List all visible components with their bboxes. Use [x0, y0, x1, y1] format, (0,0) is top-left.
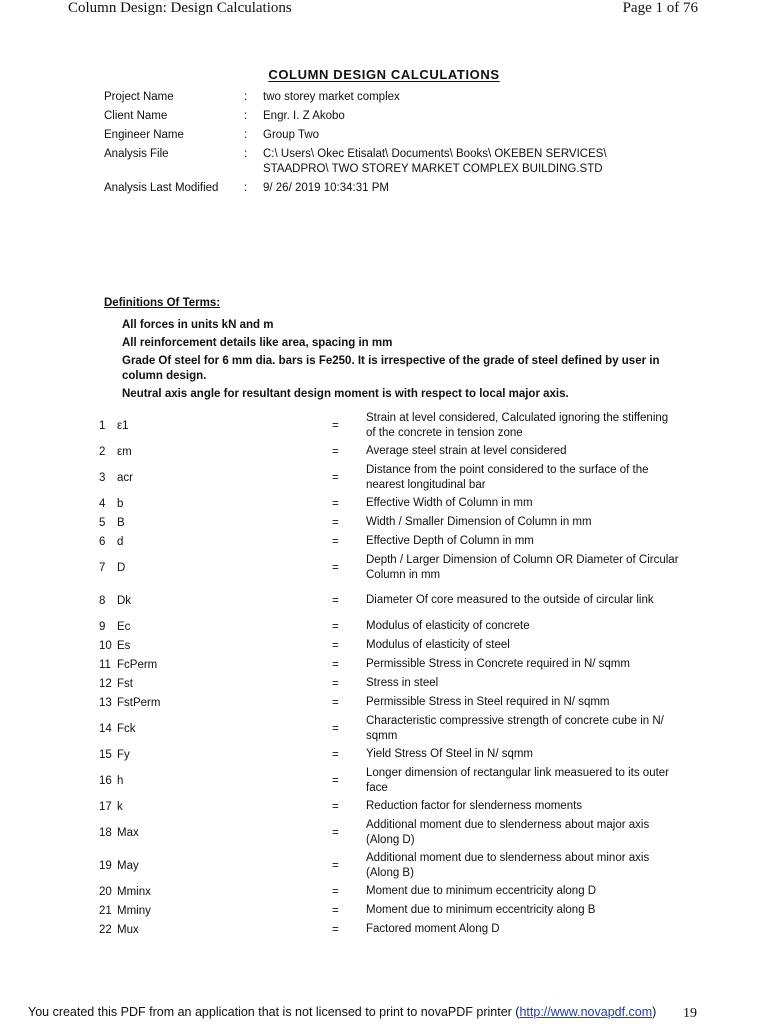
term-number: 12 [99, 677, 112, 690]
project-info-value: 9/ 26/ 2019 10:34:31 PM [263, 182, 389, 194]
term-symbol: FcPerm [117, 658, 158, 671]
term-description: Longer dimension of rectangular link measuered to its outer face [366, 767, 670, 794]
term-description: Additional moment due to slenderness about minor axis (Along B) [366, 852, 650, 879]
term-description: Permissible Stress in Steel required in N/ sqmm [366, 696, 610, 709]
term-row [99, 882, 679, 901]
term-description: Additional moment due to slenderness about major axis (Along D) [366, 819, 650, 846]
equals-sign: = [332, 497, 339, 510]
equals-sign: = [332, 561, 339, 574]
colon-separator: : [244, 148, 248, 160]
term-symbol: FstPerm [117, 696, 161, 709]
note-item: All reinforcement details like area, spacing in mm [122, 337, 393, 349]
term-description: Diameter Of core measured to the outside of circular link [366, 594, 654, 607]
term-row [99, 816, 679, 849]
term-description: Distance from the point considered to the surface of the nearest longitudinal bar [366, 464, 649, 491]
term-symbol: May [117, 859, 139, 872]
term-symbol: Mux [117, 923, 139, 936]
term-description: Effective Width of Column in mm [366, 497, 533, 510]
term-symbol: Fst [117, 677, 133, 690]
equals-sign: = [332, 923, 339, 936]
equals-sign: = [332, 658, 339, 671]
term-symbol: acr [117, 471, 133, 484]
term-number: 20 [99, 885, 112, 898]
page-indicator: Page 1 of 76 [622, 0, 698, 16]
term-number: 6 [99, 535, 106, 548]
term-number: 15 [99, 748, 112, 761]
term-row [99, 901, 679, 920]
colon-separator: : [244, 110, 248, 122]
term-number: 11 [99, 658, 111, 671]
page-title: COLUMN DESIGN CALCULATIONS [268, 67, 500, 82]
term-symbol: d [117, 535, 124, 548]
term-description: Yield Stress Of Steel in N/ sqmm [366, 748, 534, 761]
term-symbol: b [117, 497, 124, 510]
equals-sign: = [332, 535, 339, 548]
term-number: 13 [99, 696, 112, 709]
equals-sign: = [332, 774, 339, 787]
equals-sign: = [332, 516, 339, 529]
terms-list [99, 409, 679, 939]
project-info-label: Client Name [104, 110, 168, 122]
term-row [99, 532, 679, 551]
term-symbol: Max [117, 826, 139, 839]
project-info-label: Engineer Name [104, 129, 184, 141]
term-description: Factored moment Along D [366, 923, 500, 936]
term-symbol: k [117, 800, 123, 813]
term-symbol: h [117, 774, 124, 787]
term-description: Width / Smaller Dimension of Column in mm [366, 516, 592, 529]
term-number: 10 [99, 639, 112, 652]
equals-sign: = [332, 885, 339, 898]
term-symbol: Fck [117, 722, 136, 735]
term-row [99, 636, 679, 655]
term-row [99, 584, 679, 617]
term-number: 16 [99, 774, 112, 787]
term-number: 2 [99, 445, 106, 458]
project-info-label: Project Name [104, 91, 174, 103]
colon-separator: : [244, 91, 248, 103]
term-number: 8 [99, 594, 106, 607]
equals-sign: = [332, 800, 339, 813]
term-row [99, 442, 679, 461]
note-item: All forces in units kN and m [122, 319, 274, 331]
term-row [99, 617, 679, 636]
term-symbol: ε1 [117, 419, 129, 432]
equals-sign: = [332, 594, 339, 607]
term-row [99, 745, 679, 764]
colon-separator: : [244, 182, 248, 194]
term-row [99, 674, 679, 693]
term-row [99, 551, 679, 584]
term-row [99, 764, 679, 797]
footer-text: You created this PDF from an application that is not licensed to print to novaPDF printer ( [28, 1005, 520, 1019]
term-number: 4 [99, 497, 106, 510]
term-description: Moment due to minimum eccentricity along D [366, 885, 597, 898]
project-info-label: Analysis Last Modified [104, 182, 219, 194]
term-description: Characteristic compressive strength of concrete cube in N/ sqmm [366, 715, 664, 742]
equals-sign: = [332, 677, 339, 690]
term-row [99, 655, 679, 674]
project-info-label: Analysis File [104, 148, 169, 160]
page-number: 19 [683, 1006, 697, 1021]
footer-notice [28, 1005, 748, 1019]
note-item: Neutral axis angle for resultant design moment is with respect to local major axis. [122, 387, 569, 400]
project-info-row [104, 181, 664, 196]
term-symbol: Dk [117, 594, 132, 607]
equals-sign: = [332, 826, 339, 839]
note-item: Grade Of steel for 6 mm dia. bars is Fe250. It is irrespective of the grade of steel defined by user in column design. [122, 355, 660, 382]
term-description: Modulus of elasticity of concrete [366, 620, 530, 633]
term-row [99, 461, 679, 494]
term-description: Permissible Stress in Concrete required in N/ sqmm [366, 658, 630, 671]
equals-sign: = [332, 859, 339, 872]
definitions-heading: Definitions Of Terms: [104, 297, 221, 309]
equals-sign: = [332, 904, 339, 917]
term-description: Reduction factor for slenderness moments [366, 800, 583, 813]
equals-sign: = [332, 696, 339, 709]
project-info-row [104, 109, 664, 124]
definition-notes [122, 318, 667, 405]
term-number: 21 [99, 904, 112, 917]
project-info-row [104, 147, 664, 177]
term-symbol: B [117, 516, 125, 529]
equals-sign: = [332, 445, 339, 458]
term-description: Effective Depth of Column in mm [366, 535, 534, 548]
term-number: 9 [99, 620, 106, 633]
term-number: 18 [99, 826, 112, 839]
term-row [99, 494, 679, 513]
term-description: Stress in steel [366, 677, 439, 690]
term-description: Strain at level considered, Calculated ignoring the stiffening of the concrete in tension zone [366, 412, 669, 439]
term-symbol: Es [117, 639, 131, 652]
project-info-value: Group Two [263, 129, 320, 141]
equals-sign: = [332, 419, 339, 432]
term-number: 14 [99, 722, 112, 735]
term-row [99, 797, 679, 816]
equals-sign: = [332, 471, 339, 484]
term-number: 17 [99, 800, 112, 813]
term-symbol: εm [117, 445, 132, 458]
term-row [99, 409, 679, 442]
term-number: 22 [99, 923, 112, 936]
term-row [99, 513, 679, 532]
project-info [104, 90, 664, 200]
term-row [99, 920, 679, 939]
term-number: 1 [99, 419, 106, 432]
term-description: Depth / Larger Dimension of Column OR Diameter of Circular Column in mm [366, 554, 679, 581]
term-symbol: Mminy [117, 904, 151, 917]
term-number: 7 [99, 561, 106, 574]
term-symbol: Fy [117, 748, 130, 761]
colon-separator: : [244, 129, 248, 141]
term-row [99, 849, 679, 882]
equals-sign: = [332, 748, 339, 761]
term-row [99, 712, 679, 745]
term-number: 5 [99, 516, 106, 529]
term-description: Average steel strain at level considered [366, 445, 567, 458]
term-number: 3 [99, 471, 106, 484]
equals-sign: = [332, 620, 339, 633]
term-description: Modulus of elasticity of steel [366, 639, 510, 652]
term-row [99, 693, 679, 712]
footer-close: ) [652, 1005, 657, 1019]
project-info-value: two storey market complex [263, 91, 400, 103]
project-info-row [104, 90, 664, 105]
term-symbol: Ec [117, 620, 131, 633]
project-info-row [104, 128, 664, 143]
term-number: 19 [99, 859, 112, 872]
equals-sign: = [332, 639, 339, 652]
term-symbol: D [117, 561, 126, 574]
term-description: Moment due to minimum eccentricity along B [366, 904, 596, 917]
project-info-value: Engr. I. Z Akobo [263, 110, 345, 122]
document-header-title: Column Design: Design Calculations [68, 0, 292, 16]
equals-sign: = [332, 722, 339, 735]
novapdf-link[interactable]: http://www.novapdf.com [519, 1005, 653, 1019]
term-symbol: Mminx [117, 885, 151, 898]
project-info-value: C:\ Users\ Okec Etisalat\ Documents\ Books\ OKEBEN SERVICES\ STAADPRO\ TWO STOREY MARKET COMPLEX BUILDING.STD [263, 148, 607, 175]
